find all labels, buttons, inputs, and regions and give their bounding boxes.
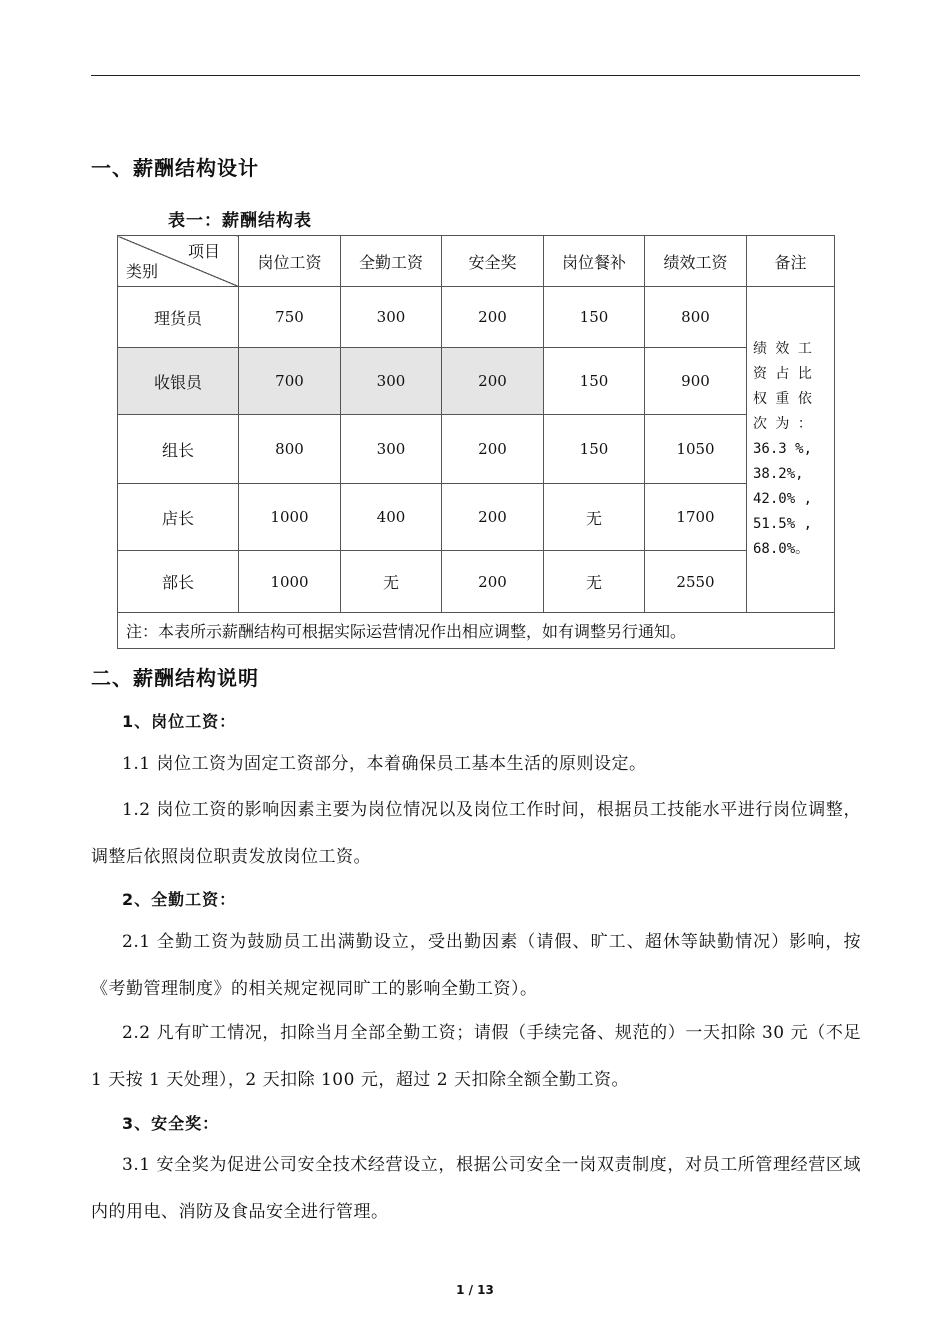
- value-cell: 2550: [645, 551, 747, 613]
- column-header: 绩效工资: [645, 236, 747, 287]
- paragraph-3-1: 3.1 安全奖为促进公司安全技术经营设立，根据公司安全一岗双责制度，对员工所管理经营区域内的用电、消防及食品安全进行管理。: [91, 1155, 861, 1222]
- value-cell: 400: [341, 484, 442, 551]
- value-cell: 200: [442, 484, 544, 551]
- page-number: 1 / 13: [456, 1283, 494, 1297]
- value-cell: 200: [442, 348, 544, 415]
- column-header: 岗位餐补: [544, 236, 645, 287]
- table-caption: 表一：薪酬结构表: [168, 211, 312, 231]
- paragraph-1-2: 1.2 岗位工资的影响因素主要为岗位情况以及岗位工作时间，根据员工技能水平进行岗位调整，调整后依照岗位职责发放岗位工资。: [91, 800, 861, 867]
- value-cell: 300: [341, 415, 442, 484]
- column-header: 安全奖: [442, 236, 544, 287]
- remarks-line: 36.3 %,: [753, 441, 813, 457]
- table-note-row: [118, 613, 835, 649]
- value-cell: 150: [544, 415, 645, 484]
- value-cell: 300: [341, 287, 442, 348]
- value-cell: 900: [645, 348, 747, 415]
- role-cell: 理货员: [118, 287, 239, 348]
- subheading-post-salary: 1、岗位工资：: [122, 712, 237, 731]
- table-row: [118, 348, 835, 415]
- value-cell: 1700: [645, 484, 747, 551]
- value-cell: 150: [544, 348, 645, 415]
- value-cell: 800: [645, 287, 747, 348]
- value-cell: 300: [341, 348, 442, 415]
- remarks-line: 68.0%。: [753, 541, 810, 557]
- corner-top-label: 项目: [187, 242, 220, 261]
- corner-header-cell: [118, 236, 239, 287]
- remarks-line: 资 占 比: [753, 366, 812, 382]
- remarks-cell: [747, 287, 835, 613]
- remarks-line: 权 重 依: [753, 391, 812, 407]
- value-cell: 750: [239, 287, 341, 348]
- salary-structure-table: [117, 235, 835, 649]
- value-cell: 200: [442, 415, 544, 484]
- value-cell: 无: [341, 551, 442, 613]
- value-cell: 200: [442, 551, 544, 613]
- subheading-safety-bonus: 3、安全奖：: [122, 1114, 220, 1133]
- section-2-heading: 二、薪酬结构说明: [91, 666, 259, 690]
- corner-bottom-label: 类别: [126, 262, 159, 281]
- subheading-attendance-salary: 2、全勤工资：: [122, 890, 237, 909]
- table-note: 注：本表所示薪酬结构可根据实际运营情况作出相应调整，如有调整另行通知。: [118, 613, 835, 649]
- value-cell: 1000: [239, 551, 341, 613]
- table-row: [118, 551, 835, 613]
- role-cell: 收银员: [118, 348, 239, 415]
- paragraph-2-1: 2.1 全勤工资为鼓励员工出满勤设立，受出勤因素（请假、旷工、超休等缺勤情况）影响，按《考勤管理制度》的相关规定视同旷工的影响全勤工资）。: [91, 932, 861, 999]
- remarks-line: 42.0% ,: [753, 491, 813, 507]
- paragraph-1-1: 1.1 岗位工资为固定工资部分，本着确保员工基本生活的原则设定。: [122, 754, 647, 774]
- table-row: [118, 484, 835, 551]
- table-row: [118, 415, 835, 484]
- role-cell: 店长: [118, 484, 239, 551]
- remarks-line: 38.2%,: [753, 466, 804, 482]
- role-cell: 组长: [118, 415, 239, 484]
- value-cell: 800: [239, 415, 341, 484]
- remarks-line: 绩 效 工: [753, 341, 812, 357]
- header-rule: [91, 75, 860, 76]
- paragraph-2-2: 2.2 凡有旷工情况，扣除当月全部全勤工资；请假（手续完备、规范的）一天扣除 30 元（不足 1 天按 1 天处理），2 天扣除 100 元，超过 2 天扣除全额全勤工资。: [91, 1023, 861, 1090]
- value-cell: 无: [544, 551, 645, 613]
- value-cell: 700: [239, 348, 341, 415]
- remarks-line: 次 为 ：: [753, 416, 812, 432]
- value-cell: 1000: [239, 484, 341, 551]
- section-1-heading: 一、薪酬结构设计: [91, 156, 259, 180]
- role-cell: 部长: [118, 551, 239, 613]
- value-cell: 200: [442, 287, 544, 348]
- column-header: 备注: [747, 236, 835, 287]
- value-cell: 150: [544, 287, 645, 348]
- table-header-row: [118, 236, 835, 287]
- remarks-line: 51.5% ,: [753, 516, 813, 532]
- column-header: 岗位工资: [239, 236, 341, 287]
- value-cell: 无: [544, 484, 645, 551]
- table-row: [118, 287, 835, 348]
- column-header: 全勤工资: [341, 236, 442, 287]
- value-cell: 1050: [645, 415, 747, 484]
